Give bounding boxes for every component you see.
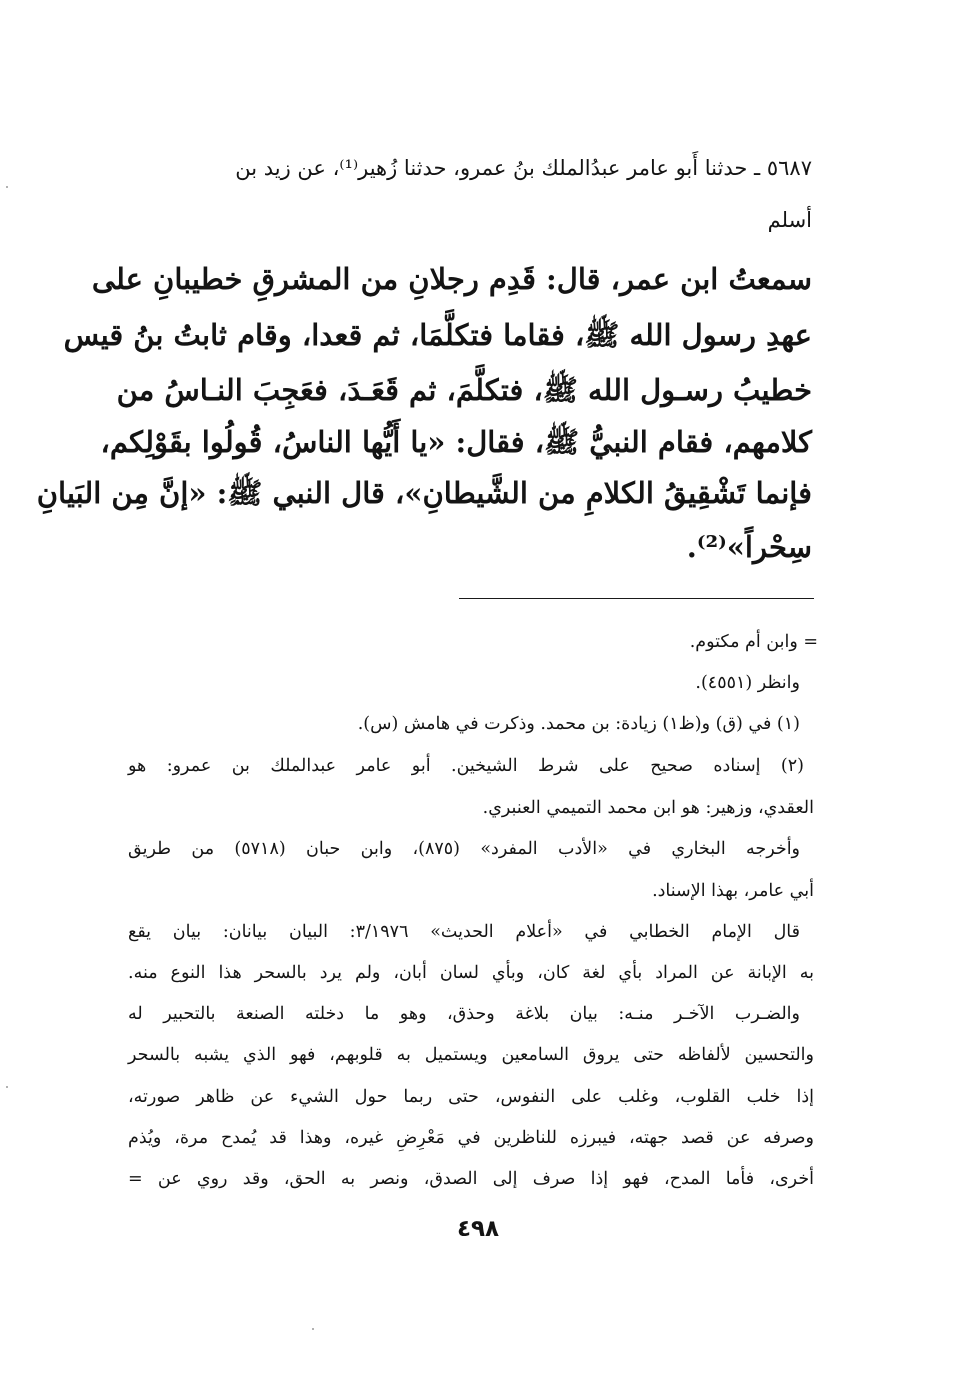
footnote-line-4: (٢) إسناده صحيح على شرط الشيخين. أبو عامر عبدالملك بن عمرو: هو	[128, 756, 804, 776]
hadith-matn-line-4: كلامهم، فقام النبيُّ ﷺ، فقال: «يا أَيُّها الناسُ، قُولُوا بقَوْلِكم،	[100, 425, 812, 459]
scan-speck	[312, 1328, 314, 1330]
footnote-line-11: والتحسين لألفاظه حتى يروق السامعين ويستميل به قلوبهم، فهو الذي يشبه بالسحر	[128, 1045, 814, 1065]
footnote-line-9: به الإبانة عن المراد بأي لغة كان، وبأي لسان أبان، ولم يرد بالسحر هذا النوع منه.	[128, 963, 814, 983]
hadith-matn-line-5: فإنما تَشْقِيقُ الكلامِ من الشَّيطانِ»، قال النبي ﷺ: «إنَّ مِن البَيانِ	[36, 476, 812, 510]
scan-speck	[6, 1086, 8, 1088]
footnote-line-13: وصرفه عن قصد جهته، فيبرزه للناظرين في مَعْرِضِ غيره، وهذا قد يُمدح مرة، ويُذم	[128, 1128, 814, 1148]
footnote-line-6: وأخرجه البخاري في «الأدب المفرد» (٨٧٥)، وابن حبان (٥٧١٨) من طريق	[128, 839, 801, 859]
hadith-matn-line-3: خطيبُ رسـول الله ﷺ، فتكلَّمَ، ثم قَعَـدَ، فعَجِبَ النـاسُ من	[116, 373, 812, 407]
footnote-line-3: (١) في (ق) و(ظ١) زيادة: بن محمد. وذكرت في هامش (س).	[357, 714, 800, 734]
hadith-matn-line-6: سِحْراً»⁽²⁾.	[686, 530, 812, 564]
page-number: ٤٩٨	[456, 1216, 500, 1242]
footnote-separator	[459, 598, 814, 599]
footnote-line-5: العقدي، وزهير: هو ابن محمد التميمي العنبري.	[482, 798, 814, 818]
footnote-line-10: والضـرب الآخـر منـه: بيان بلاغة وحذق، وهو ما دخلته الصنعة بالتحبير له	[128, 1004, 800, 1024]
hadith-isnad-line-2: أسلم	[767, 208, 812, 232]
footnote-line-8: قال الإمام الخطابي في «أعلام الحديث» ٣/١٩٧٦: البيان بيانان: بيان يقع	[128, 922, 800, 942]
hadith-matn-line-1: سمعتُ ابن عمر، قال: قَدِم رجلانِ من المشرقِ خطيبانِ على	[91, 262, 812, 296]
hadith-isnad-line-1: ٥٦٨٧ ـ حدثنا أَبو عامر عبدُالملك بنُ عمرو، حدثنا زُهير⁽¹⁾، عن زيد بن	[235, 156, 812, 180]
footnote-line-2: وانظر (٤٥٥١).	[695, 673, 800, 693]
hadith-matn-line-2: عهدِ رسول الله ﷺ، فقاما فتكلَّمَا، ثم قعدا، وقام ثابتُ بنُ قيس	[63, 318, 812, 352]
footnote-line-12: إذا خلب القلوب، وغلب على النفوس، حتى ربما حول الشيء عن ظاهر صورته،	[128, 1087, 814, 1107]
scan-speck	[6, 186, 8, 188]
footnote-line-1: = وابن أم مكتوم.	[689, 632, 818, 652]
footnote-line-14: أخرى، فأما المدح، فهو إذا صرف إلى الصدق، ونصر به الحق، وقد روي عن =	[128, 1169, 814, 1189]
footnote-line-7: أبي عامر، بهذا الإسناد.	[652, 881, 814, 901]
